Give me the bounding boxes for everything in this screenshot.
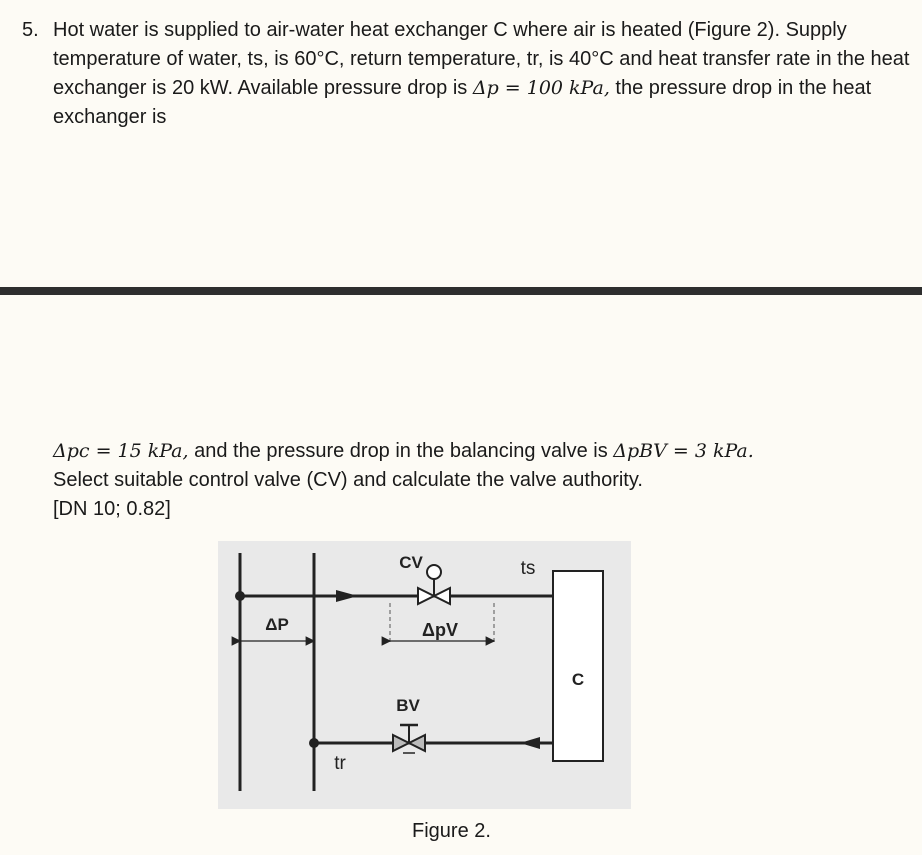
math-available-pressure-drop: Δp = 100 kPa, <box>472 77 610 99</box>
heat-exchanger-box <box>553 571 603 761</box>
answer-text: [DN 10; 0.82] <box>53 498 171 520</box>
supply-flow-arrow <box>336 590 358 602</box>
problem-paragraph-2 <box>53 437 913 524</box>
figure-caption: Figure 2. <box>412 820 491 842</box>
problem-text-2: and the pressure drop in the balancing valve is <box>194 440 608 462</box>
valve-pressure-drop-label: ΔpV <box>422 620 458 640</box>
problem-paragraph-1 <box>53 16 913 132</box>
math-pressure-drop-heat-exchanger: Δpc = 15 kPa, <box>53 440 189 462</box>
problem-text-1-tail: the pressure drop in the heat exchanger is <box>53 77 872 128</box>
problem-text-2-line2: Select suitable control valve (CV) and calculate the valve authority. <box>53 469 643 491</box>
available-pressure-drop-label: ΔP <box>265 615 289 634</box>
page-divider <box>0 287 922 295</box>
problem-text-1: Hot water is supplied to air-water heat exchanger C where air is heated (Figure 2). Supply temperature of water, ts, is 60°C, return temperature, tr, is 40°C and heat transfer rate in the heat exchanger is 20 kW. Available pressure drop is <box>53 19 910 99</box>
supply-temp-label: ts <box>520 558 536 579</box>
heat-exchanger-diagram <box>218 541 631 809</box>
question-number: 5. <box>22 19 39 41</box>
return-flow-arrow <box>520 737 540 749</box>
return-junction <box>309 738 319 748</box>
balancing-valve-icon <box>393 725 425 753</box>
balancing-valve-label: BV <box>396 696 420 715</box>
math-pressure-drop-balancing-valve: ΔpBV = 3 kPa. <box>613 440 754 462</box>
supply-junction <box>235 591 245 601</box>
control-valve-label: CV <box>399 553 423 572</box>
return-temp-label: tr <box>334 753 346 774</box>
heat-exchanger-label: C <box>571 670 585 689</box>
